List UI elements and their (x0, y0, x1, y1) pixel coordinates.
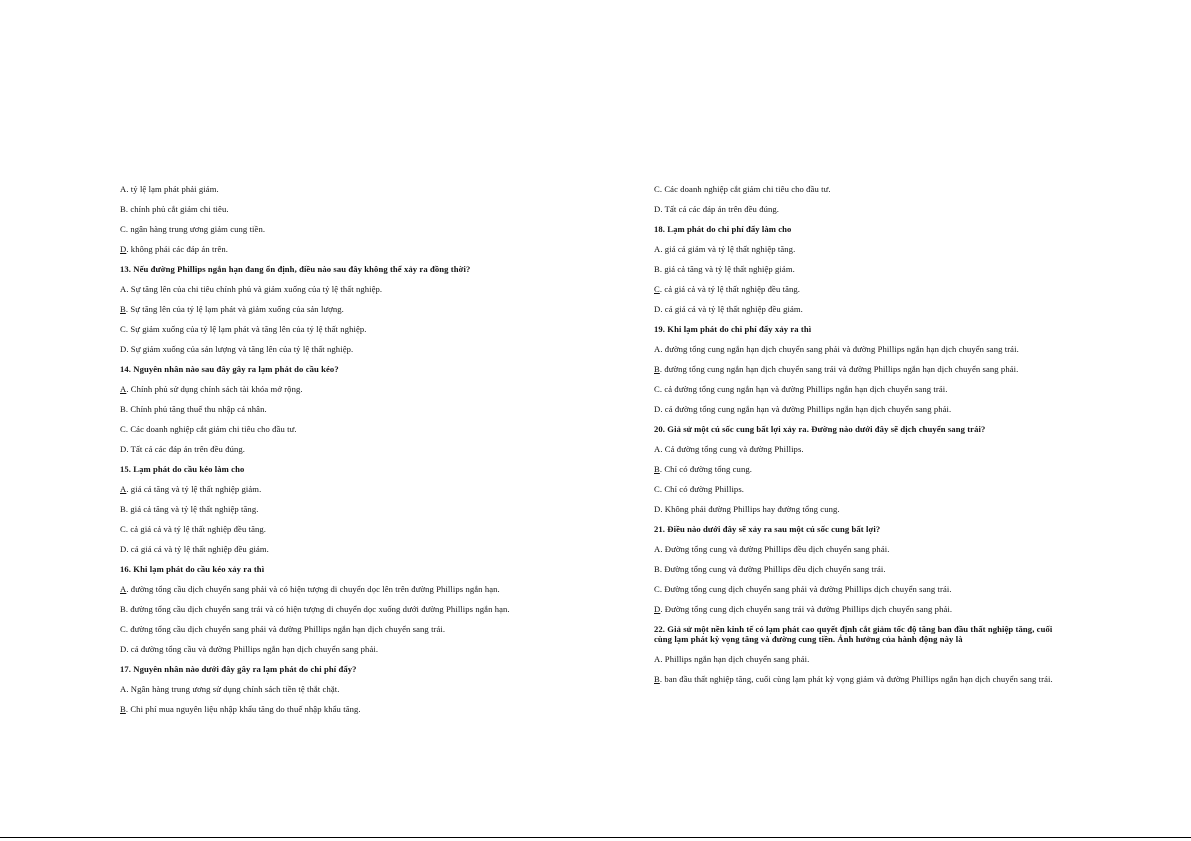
option-letter: B (120, 304, 126, 314)
option-text: . đường tổng cung ngắn hạn dịch chuyển sang trái và đường Phillips ngắn hạn dịch chuyển sang phải. (659, 364, 1019, 374)
option-text: . không phải các đáp án trên. (126, 244, 229, 254)
answer-option (120, 424, 538, 434)
option-letter: B (654, 564, 660, 574)
right-column (654, 184, 1066, 694)
option-text: . giá cả giảm và tỷ lệ thất nghiệp tăng. (660, 244, 796, 254)
answer-option (654, 584, 1066, 594)
option-text: . Các doanh nghiệp cắt giảm chi tiêu cho đầu tư. (659, 184, 831, 194)
option-text: . Tất cả các đáp án trên đều đúng. (660, 204, 780, 214)
option-letter: D (654, 604, 661, 614)
option-letter: B (654, 674, 660, 684)
answer-option (120, 404, 538, 414)
option-letter: D (120, 644, 127, 654)
option-letter: D (654, 404, 661, 414)
answer-option (654, 504, 1066, 514)
option-text: . Các doanh nghiệp cắt giảm chi tiêu cho đầu tư. (125, 424, 297, 434)
option-letter: A (120, 484, 127, 494)
option-text: . Sự giảm xuống của sản lượng và tăng lên của tỷ lệ thất nghiệp. (126, 344, 354, 354)
option-letter: C (654, 484, 660, 494)
answer-option (654, 204, 1066, 214)
option-text: . Đường tổng cung và đường Phillips đều dịch chuyển sang phải. (660, 544, 890, 554)
answer-option (654, 304, 1066, 314)
answer-option (654, 384, 1066, 394)
answer-option (120, 224, 538, 234)
option-text: . Không phải đường Phillips hay đường tổng cung. (660, 504, 840, 514)
answer-option (120, 444, 538, 454)
question-text: 17. Nguyên nhân nào dưới đây gây ra lạm phát do chi phí đẩy? (120, 664, 357, 674)
answer-option (654, 544, 1066, 554)
answer-option (120, 344, 538, 354)
option-letter: A (654, 344, 661, 354)
answer-option (120, 704, 538, 714)
option-letter: D (120, 544, 127, 554)
answer-option (120, 324, 538, 334)
answer-option (120, 624, 538, 634)
option-letter: C (654, 584, 660, 594)
answer-option (654, 264, 1066, 274)
question-text: 20. Giả sử một cú sốc cung bất lợi xảy ra. Đường nào dưới đây sẽ dịch chuyển sang trái? (654, 424, 986, 434)
answer-option (654, 484, 1066, 494)
answer-option (120, 504, 538, 514)
answer-option (654, 364, 1066, 374)
option-letter: B (120, 204, 126, 214)
option-text: . Đường tổng cung dịch chuyển sang trái và đường Phillips dịch chuyển sang phải. (660, 604, 953, 614)
answer-option (120, 604, 538, 614)
option-letter: A (120, 684, 127, 694)
option-text: . cả giá cả và tỷ lệ thất nghiệp đều tăng. (659, 284, 801, 294)
option-text: . Tất cả các đáp án trên đều đúng. (126, 444, 246, 454)
option-letter: B (120, 704, 126, 714)
question-text: 13. Nếu đường Phillips ngắn hạn đang ổn định, điều nào sau đây không thể xảy ra đồng thời? (120, 264, 471, 274)
option-text: . chính phủ cắt giảm chi tiêu. (125, 204, 229, 214)
option-text: . Sự tăng lên của chi tiêu chính phủ và giảm xuống của tỷ lệ thất nghiệp. (126, 284, 383, 294)
option-letter: D (120, 244, 127, 254)
option-text: . Cả đường tổng cung và đường Phillips. (660, 444, 804, 454)
option-letter: C (120, 424, 126, 434)
answer-option (654, 404, 1066, 414)
option-text: . giá cả tăng và tỷ lệ thất nghiệp giảm. (126, 484, 262, 494)
option-letter: C (120, 224, 126, 234)
option-letter: B (120, 504, 126, 514)
option-text: . Sự giảm xuống của tỷ lệ lạm phát và tăng lên của tỷ lệ thất nghiệp. (125, 324, 367, 334)
option-text: . Chính phủ tăng thuế thu nhập cá nhân. (125, 404, 267, 414)
option-letter: A (654, 654, 661, 664)
option-letter: D (120, 444, 127, 454)
question-text: 22. Giả sử một nền kinh tế có lạm phát cao quyết định cắt giảm tốc độ tăng ban đầu thất nghiệp tăng, cuối cùng lạm phát kỳ vọng tăng và đường cung tiền. Ảnh hưởng của hành động này là (654, 624, 1053, 644)
option-letter: C (654, 284, 660, 294)
option-letter: B (120, 404, 126, 414)
answer-option (654, 344, 1066, 354)
answer-option (654, 564, 1066, 574)
option-text: . Chỉ có đường Phillips. (659, 484, 745, 494)
answer-option (654, 184, 1066, 194)
option-text: . Đường tổng cung và đường Phillips đều dịch chuyển sang trái. (659, 564, 886, 574)
question-text: 18. Lạm phát do chi phí đẩy làm cho (654, 224, 792, 234)
bottom-divider (0, 837, 1191, 838)
option-text: . ban đầu thất nghiệp tăng, cuối cùng lạm phát kỳ vọng giảm và đường Phillips ngắn hạn dịch chuyển sang trái. (659, 674, 1053, 684)
option-text: . Phillips ngắn hạn dịch chuyển sang phải. (660, 654, 810, 664)
option-text: . ngân hàng trung ương giảm cung tiền. (125, 224, 266, 234)
option-letter: D (654, 204, 661, 214)
option-letter: A (654, 444, 661, 454)
question-text: 15. Lạm phát do cầu kéo làm cho (120, 464, 245, 474)
option-letter: A (654, 244, 661, 254)
option-text: . đường tổng cầu dịch chuyển sang phải và có hiện tượng di chuyển dọc lên trên đường Phillips ngắn hạn. (126, 584, 500, 594)
option-letter: C (120, 324, 126, 334)
option-text: . Ngân hàng trung ương sử dụng chính sách tiền tệ thắt chặt. (126, 684, 340, 694)
option-text: . đường tổng cung ngắn hạn dịch chuyển sang phải và đường Phillips ngắn hạn dịch chuyển sang trái. (660, 344, 1019, 354)
option-text: . Đường tổng cung dịch chuyển sang phải và đường Phillips dịch chuyển sang trái. (659, 584, 952, 594)
answer-option (654, 244, 1066, 254)
option-letter: B (654, 364, 660, 374)
option-text: . cả đường tổng cung ngắn hạn và đường Phillips ngắn hạn dịch chuyển sang trái. (659, 384, 948, 394)
option-letter: D (120, 344, 127, 354)
option-text: . cả đường tổng cầu và đường Phillips ngắn hạn dịch chuyển sang phải. (126, 644, 379, 654)
answer-option (654, 654, 1066, 664)
answer-option (654, 604, 1066, 614)
option-letter: C (120, 624, 126, 634)
option-text: . cả giá cả và tỷ lệ thất nghiệp đều tăng. (125, 524, 267, 534)
answer-option (654, 284, 1066, 294)
option-letter: A (120, 384, 127, 394)
option-text: . Chỉ có đường tổng cung. (659, 464, 752, 474)
answer-option (654, 674, 1066, 684)
answer-option (120, 244, 538, 254)
option-letter: C (654, 384, 660, 394)
option-text: . đường tổng cầu dịch chuyển sang trái và có hiện tượng di chuyển dọc xuống dưới đường Phillips ngắn hạn. (125, 604, 510, 614)
answer-option (120, 184, 538, 194)
option-letter: B (654, 464, 660, 474)
option-text: . giá cả tăng và tỷ lệ thất nghiệp giảm. (659, 264, 795, 274)
left-column (120, 184, 538, 724)
answer-option (120, 684, 538, 694)
option-text: . Sự tăng lên của tỷ lệ lạm phát và giảm xuống của sản lượng. (125, 304, 344, 314)
option-text: . cả giá cả và tỷ lệ thất nghiệp đều giảm. (660, 304, 803, 314)
answer-option (120, 204, 538, 214)
option-letter: A (120, 184, 127, 194)
option-letter: B (120, 604, 126, 614)
answer-option (654, 444, 1066, 454)
answer-option (120, 384, 538, 394)
option-letter: D (654, 504, 661, 514)
answer-option (120, 304, 538, 314)
question-text: 19. Khi lạm phát do chi phí đẩy xảy ra thì (654, 324, 812, 334)
option-text: . cả giá cả và tỷ lệ thất nghiệp đều giảm. (126, 544, 269, 554)
option-text: . tỷ lệ lạm phát phải giảm. (126, 184, 219, 194)
answer-option (120, 584, 538, 594)
option-text: . đường tổng cầu dịch chuyển sang phải và đường Phillips ngắn hạn dịch chuyển sang trái. (125, 624, 446, 634)
option-letter: A (120, 584, 127, 594)
option-letter: C (120, 524, 126, 534)
answer-option (120, 284, 538, 294)
answer-option (654, 464, 1066, 474)
option-letter: C (654, 184, 660, 194)
question-text: 16. Khi lạm phát do cầu kéo xảy ra thì (120, 564, 265, 574)
option-letter: D (654, 304, 661, 314)
answer-option (120, 524, 538, 534)
question-text: 14. Nguyên nhân nào sau đây gây ra lạm phát do cầu kéo? (120, 364, 339, 374)
answer-option (120, 644, 538, 654)
answer-option (120, 544, 538, 554)
option-letter: A (654, 544, 661, 554)
option-text: . Chính phủ sử dụng chính sách tài khóa mở rộng. (126, 384, 303, 394)
option-text: . giá cả tăng và tỷ lệ thất nghiệp tăng. (125, 504, 259, 514)
option-text: . cả đường tổng cung ngắn hạn và đường Phillips ngắn hạn dịch chuyển sang phải. (660, 404, 952, 414)
answer-option (120, 484, 538, 494)
option-text: . Chi phí mua nguyên liệu nhập khẩu tăng do thuế nhập khẩu tăng. (125, 704, 361, 714)
question-text: 21. Điều nào dưới đây sẽ xảy ra sau một cú sốc cung bất lợi? (654, 524, 881, 534)
option-letter: B (654, 264, 660, 274)
option-letter: A (120, 284, 127, 294)
